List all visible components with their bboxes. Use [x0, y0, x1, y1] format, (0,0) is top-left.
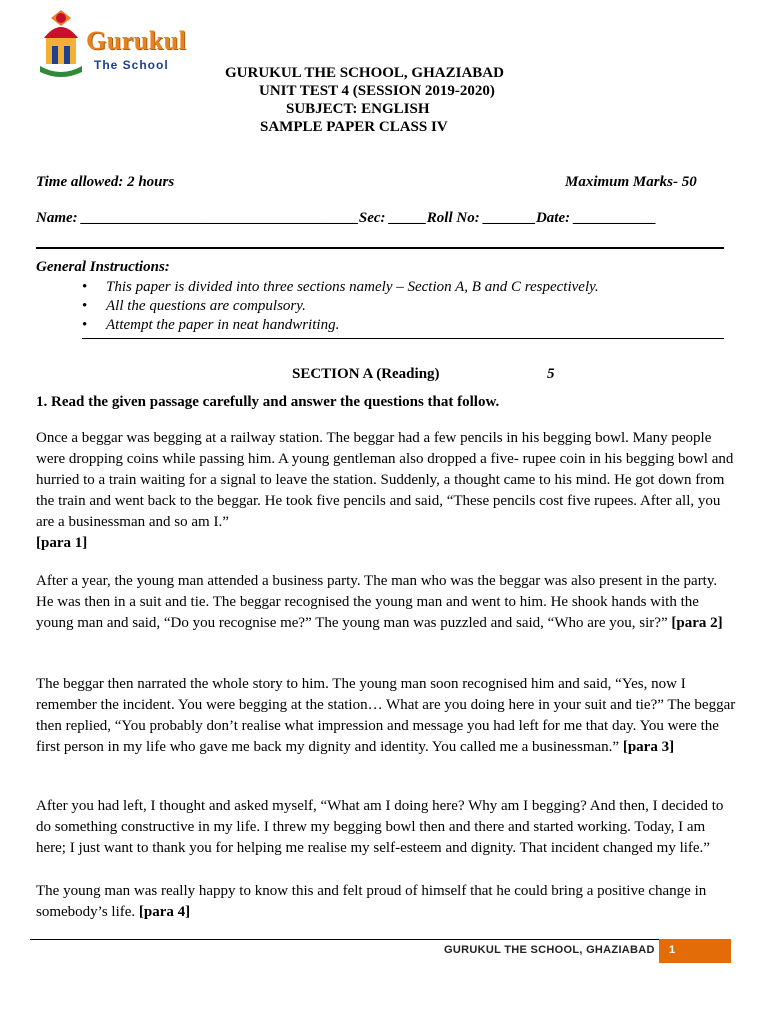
section-heading: SECTION A (Reading): [292, 366, 440, 382]
instructions-list: [82, 278, 599, 335]
logo-wordmark: Gurukul: [86, 26, 187, 55]
instruction-item: • This paper is divided into three sections namely – Section A, B and C respectively.: [82, 278, 599, 297]
para-tag: [para 4]: [138, 904, 191, 920]
passage-paragraph-3: [36, 674, 736, 758]
passage-paragraph-2: [36, 571, 736, 634]
paragraph-text: After you had left, I thought and asked myself, “What am I doing here? Why am I begging? And then, I decided to do something constructive in my life. I threw my begging bowl then and there and started working. Today, I am here; I just want to thank you for helping me realise my self-esteem and dignity. That incident changed my life.”: [36, 798, 724, 856]
paragraph-text: After a year, the young man attended a business party. The man who was the beggar was also present in the party. He was then in a suit and tie. The beggar recognised the young man and went to him. He shook hands with the young man and said, “Do you recognise me?” The young man was puzzled and said, “Who are you, sir?”: [36, 573, 718, 631]
school-name: GURUKUL THE SCHOOL, GHAZIABAD: [225, 65, 504, 81]
page-number: 1: [669, 944, 676, 956]
question-prompt: 1. Read the given passage carefully and answer the questions that follow.: [36, 394, 500, 410]
passage-paragraph-4: [36, 796, 736, 859]
test-title: UNIT TEST 4 (SESSION 2019-2020): [259, 83, 495, 99]
footer-school-name: GURUKUL THE SCHOOL, GHAZIABAD: [444, 944, 655, 956]
page-number-badge: [659, 939, 731, 963]
para-tag: [para 2]: [671, 615, 723, 631]
instructions-heading: General Instructions:: [36, 259, 170, 275]
student-details-line: Name: _____________________________________Sec: _____Roll No: _______Date: ___________: [36, 210, 657, 226]
instruction-item: • Attempt the paper in neat handwriting.: [82, 316, 599, 335]
divider: [82, 338, 724, 339]
paragraph-text: The young man was really happy to know this and felt proud of himself that he could bring a positive change in somebody’s life.: [36, 883, 707, 920]
document-header: [0, 64, 768, 136]
para-tag: [para 1]: [36, 535, 88, 551]
para-tag: [para 3]: [622, 739, 675, 755]
time-allowed: Time allowed: 2 hours: [36, 174, 175, 190]
paragraph-text: The beggar then narrated the whole story to him. The young man soon recognised him and said, “Yes, now I remember the incident. You were begging at the station… What are you doing here in your suit and tie?” The beggar then replied, “You probably don’t realise what impression and message you had left for me that day. You were the first person in my life who gave me back my dignity and identity. You called me a businessman.”: [36, 676, 736, 755]
subject-title: SUBJECT: ENGLISH: [286, 101, 430, 117]
logo-tagline: The School: [94, 58, 169, 72]
footer-divider: [30, 939, 730, 940]
divider: [36, 247, 724, 249]
passage-paragraph-5: [36, 881, 736, 923]
passage-paragraph-1: [36, 428, 736, 554]
instruction-item: • All the questions are compulsory.: [82, 297, 599, 316]
maximum-marks: Maximum Marks- 50: [565, 174, 697, 190]
paper-title: SAMPLE PAPER CLASS IV: [260, 119, 448, 135]
section-marks: 5: [547, 366, 555, 382]
paragraph-text: Once a beggar was begging at a railway station. The beggar had a few pencils in his begging bowl. Many people were dropping coins while passing him. A young gentleman also dropped a five- rupee coin in his begging bowl and hurried to a train waiting for a signal to leave the station. Suddenly, a thought came to his mind. He got down from the train and went back to the beggar. He took five pencils and said, “These pencils cost five rupees. After all, you are a businessman and so am I.”: [36, 430, 734, 530]
